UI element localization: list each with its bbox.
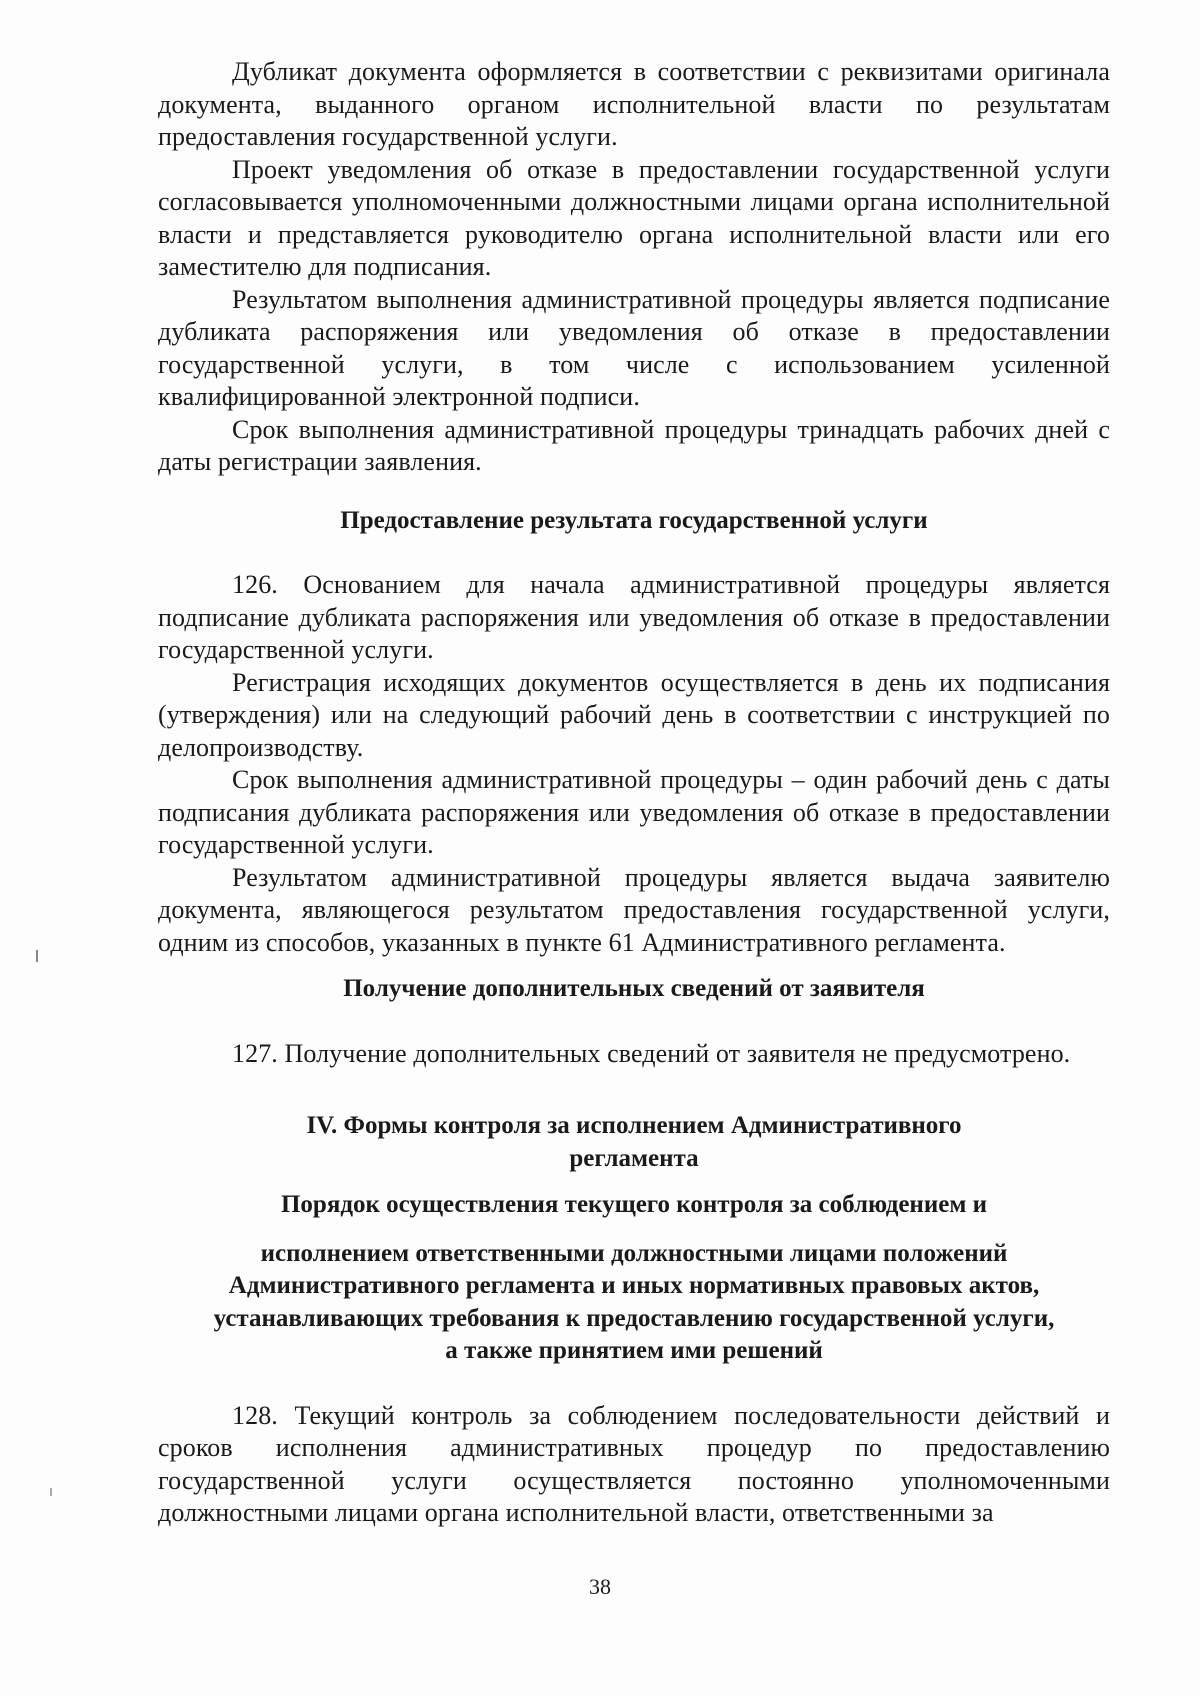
heading-current-control [158,1189,1110,1368]
paragraph-duplicate: Дубликат документа оформляется в соответствии с реквизитами оригинала документа, выданного органом исполнительной власти по результатам предоставления государственной услуги. [158,57,1110,151]
scan-artifact [50,1488,52,1496]
paragraph-procedure-term: Срок выполнения административной процедуры тринадцать рабочих дней с даты регистрации заявления. [158,414,1110,476]
paragraph-issuance-result: Результатом административной процедуры является выдача заявителю документа, являющегося результатом предоставления государственной услуги, одним из способов, указанных в пункте 61 Административного регламента. [158,862,1110,957]
heading-section-iv-line2: регламента [569,1144,699,1172]
heading-result-provision: Предоставление результата государственной услуги [340,506,928,534]
text-column [158,56,1110,1530]
heading-section-iv [158,1110,1110,1175]
paragraph-procedure-result: Результатом выполнения административной процедуры является подписание дубликата распоряжения или уведомления об отказе в предоставлении государственной услуги, в том числе с использованием усиленной квалифицированной электронной подписи. [158,284,1110,411]
heading-current-control-line3: Административного регламента и иных нормативных правовых актов, [228,1272,1040,1299]
heading-additional-info: Получение дополнительных сведений от заявителя [343,975,925,1002]
heading-current-control-line2: исполнением ответственными должностными лицами положений [260,1239,1008,1267]
paragraph-126: 126. Основанием для начала административной процедуры является подписание дубликата распоряжения или уведомления об отказе в предоставлении государственной услуги. [158,570,1110,664]
heading-current-control-line4: устанавливающих требования к предоставлению государственной услуги, [213,1304,1055,1332]
paragraph-refusal-draft: Проект уведомления об отказе в предоставлении государственной услуги согласовывается уполномоченными должностными лицами органа исполнительной власти и представляется руководителю органа исполнительной власти или его заместителю для подписания. [158,154,1110,281]
scan-artifact [36,950,38,962]
paragraph-registration: Регистрация исходящих документов осуществляется в день их подписания (утверждения) или на следующий рабочий день в соответствии с инструкцией по делопроизводству. [158,667,1110,762]
paragraph-127: 127. Получение дополнительных сведений от заявителя не предусмотрено. [232,1038,1071,1068]
heading-current-control-line1: Порядок осуществления текущего контроля за соблюдением и [280,1191,988,1218]
heading-section-iv-line1: IV. Формы контроля за исполнением Административного [306,1112,962,1139]
page-number: 38 [589,1574,611,1599]
paragraph-one-day-term: Срок выполнения административной процедуры – один рабочий день с даты подписания дубликата распоряжения или уведомления об отказе в предоставлении государственной услуги. [158,765,1110,859]
paragraph-128: 128. Текущий контроль за соблюдением последовательности действий и сроков исполнения административных процедур по предоставлению государственной услуги осуществляется постоянно уполномоченными должностными лицами органа исполнительной власти, ответственными за [158,1400,1110,1527]
heading-current-control-line5: а также принятием ими решений [445,1337,823,1364]
